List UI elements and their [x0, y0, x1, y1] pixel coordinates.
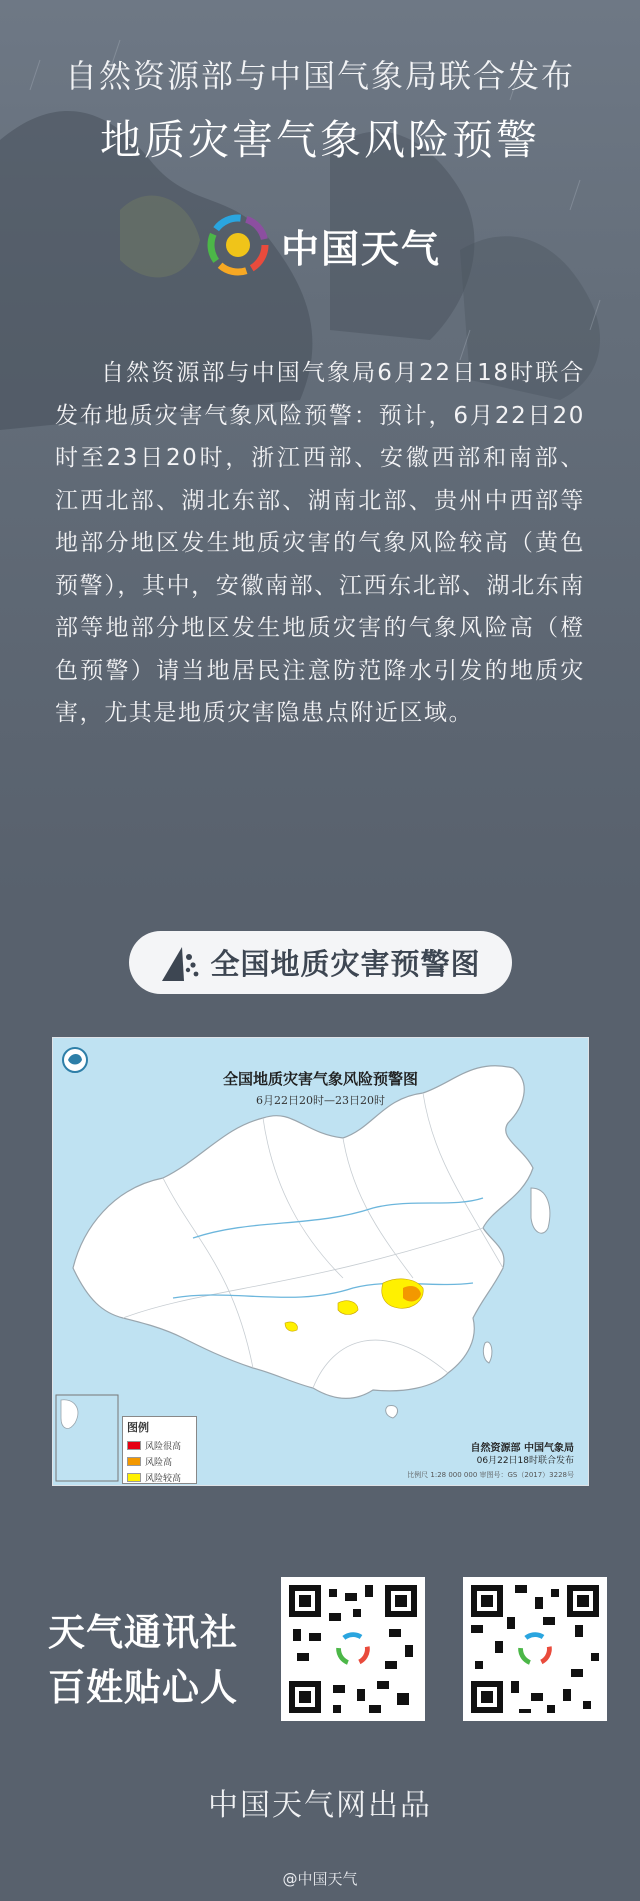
qr-code-left[interactable] [281, 1577, 425, 1721]
section-pill-label: 全国地质灾害预警图 [210, 947, 481, 981]
map-legend [122, 1416, 197, 1484]
map-title: 全国地质灾害气象风险预警图 [222, 1070, 418, 1088]
qr-code-right[interactable] [463, 1577, 607, 1721]
legend-swatch-red [127, 1441, 141, 1450]
map-scale-note: 比例尺 1:28 000 000 审图号：GS（2017）3228号 [407, 1471, 574, 1479]
legend-item [123, 1437, 196, 1453]
map-subtitle: 6月22日20时—23日20时 [256, 1094, 385, 1107]
legend-label: 风险高 [145, 1457, 173, 1468]
legend-label: 风险较高 [145, 1473, 182, 1484]
slogan-line1: 天气通讯社 [48, 1611, 238, 1654]
legend-item [123, 1469, 196, 1485]
map-publisher-name: 自然资源部 中国气象局 [470, 1443, 574, 1454]
legend-item [123, 1453, 196, 1469]
footer-title: 中国天气网出品 [208, 1788, 432, 1823]
weibo-watermark: @中国天气 [282, 1870, 358, 1888]
logo-text: 中国天气 [281, 226, 442, 271]
legend-label: 风险很高 [145, 1441, 182, 1452]
legend-swatch-yellow [127, 1473, 141, 1482]
landslide-icon [160, 943, 202, 983]
header [0, 54, 640, 170]
legend-title: 图例 [127, 1421, 149, 1434]
china-weather-logo-icon [205, 212, 271, 278]
page-title: 地质灾害气象风险预警 [100, 116, 540, 164]
warning-map [52, 1037, 589, 1486]
map-publisher-time: 06月22日18时联合发布 [476, 1456, 574, 1466]
slogan [48, 1605, 238, 1715]
warning-paragraph: 自然资源部与中国气象局6月22日18时联合发布地质灾害气象风险预警：预计，6月22日20时至23日20时，浙江西部、安徽西部和南部、江西北部、湖北东部、湖南北部、贵州中西部等地部分地区发生地质灾害的气象风险较高（黄色预警），其中，安徽南部、江西东北部、湖北东南部等地部分地区发生地质灾害的气象风险高（橙色预警）请当地居民注意防范降水引发的地质灾害，尤其是地质灾害隐患点附近区域。 [55, 360, 585, 726]
china-weather-logo [205, 212, 441, 278]
slogan-line2: 百姓贴心人 [48, 1666, 238, 1709]
legend-swatch-orange [127, 1457, 141, 1466]
section-pill [129, 931, 512, 994]
header-line1: 自然资源部与中国气象局联合发布 [64, 57, 575, 95]
map-publisher [471, 1442, 574, 1468]
